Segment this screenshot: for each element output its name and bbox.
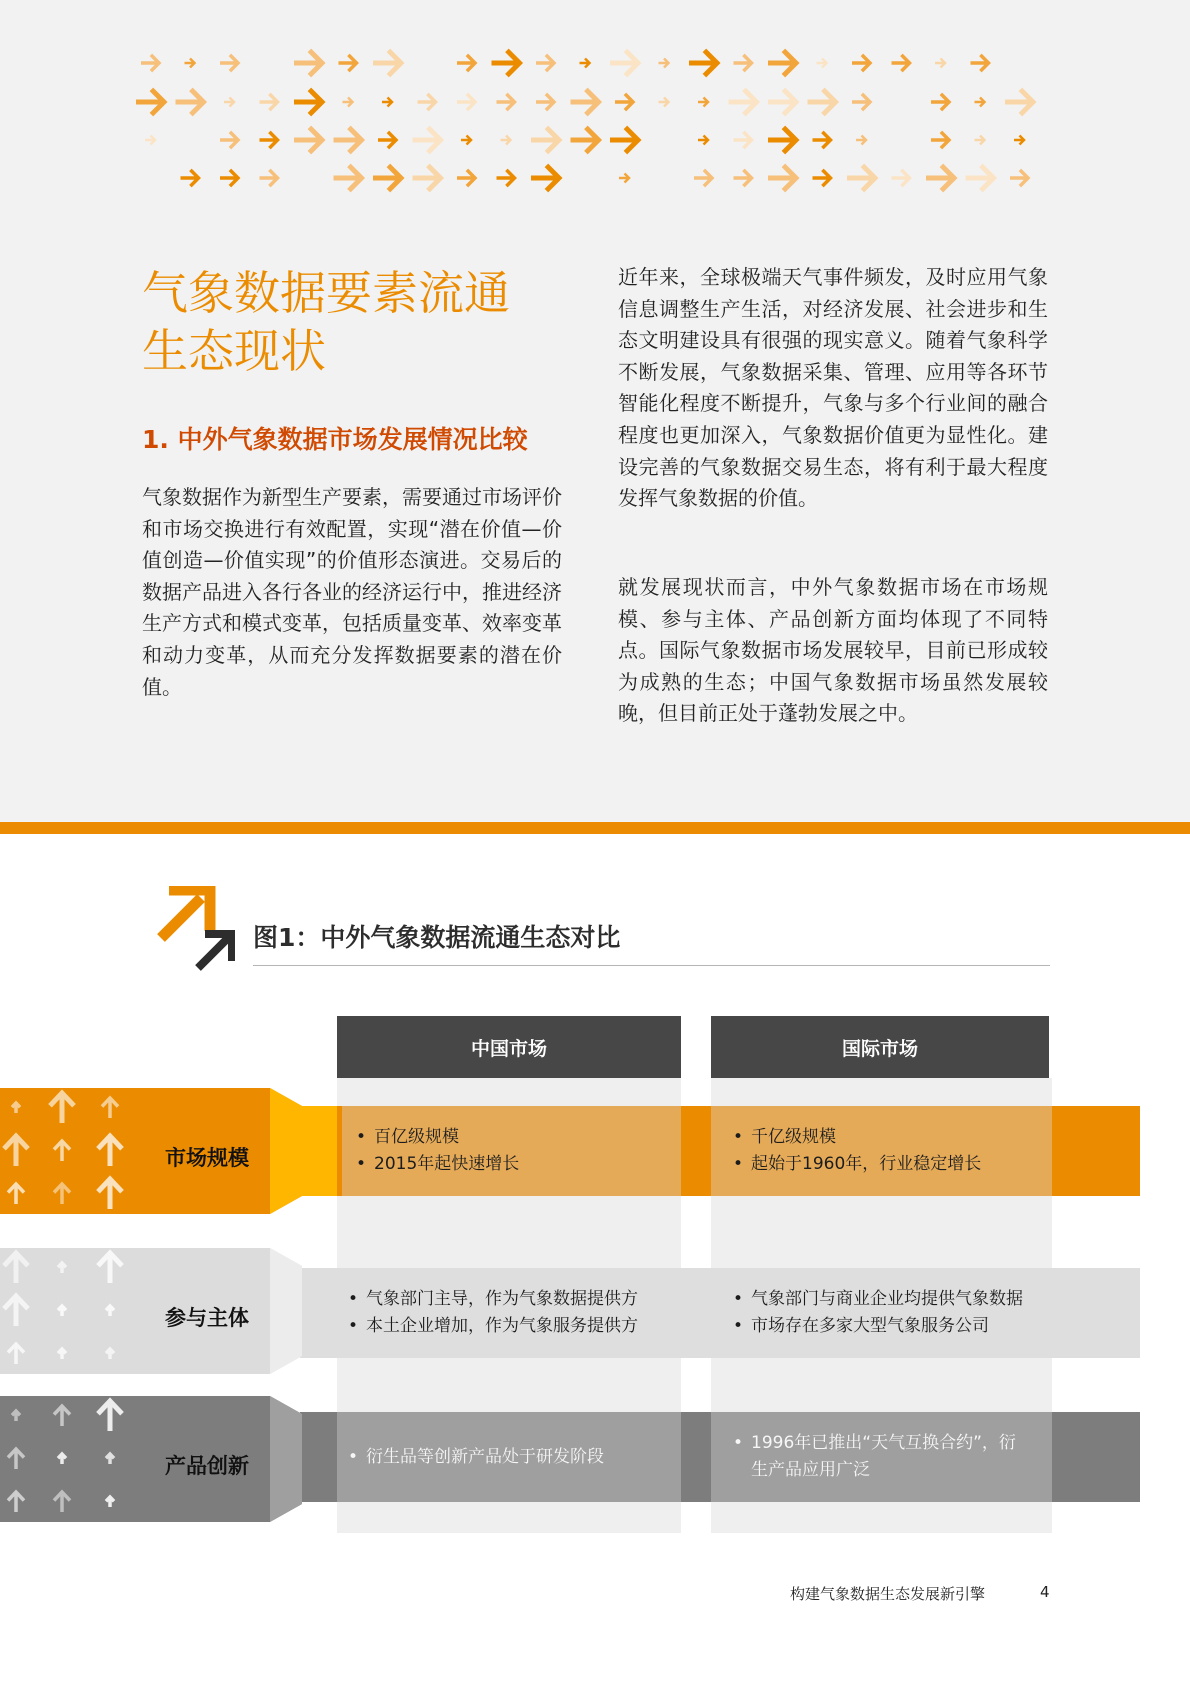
up-arrow-icon [12,1411,20,1421]
arrow-icon [373,50,401,75]
arrow-icon [734,170,752,186]
arrow-icon [734,55,752,71]
up-arrow-icon [12,1103,20,1113]
row-label-market-scale: 市场规模 [165,1146,249,1170]
arrow-icon [971,55,989,71]
up-arrow-icon [58,1454,66,1464]
page-title [142,264,602,380]
up-arrow-icon [4,1253,28,1283]
arrow-icon [181,170,199,186]
column-header-china: 中国市场 [337,1016,681,1078]
row-label-participants: 参与主体 [165,1306,249,1330]
up-arrow-icon [102,1098,118,1118]
arrow-icon [610,50,638,75]
arrow-pattern-graphic [0,0,1190,220]
arrow-icon [334,127,362,152]
footer-title: 构建气象数据生态发展新引擎 [790,1585,986,1603]
list-item: • 本土企业增加，作为气象服务提供方 [344,1313,681,1340]
cell-product-intl [711,1412,1031,1502]
arrow-icon [571,89,599,114]
up-arrow-icon [4,1136,28,1166]
arrow-icon [768,165,796,190]
cell-participants-china [342,1268,681,1358]
arrow-icon [931,94,949,110]
up-arrow-icon [8,1344,24,1364]
arrow-icon [852,55,870,71]
arrow-icon [808,89,836,114]
up-arrow-icon [58,1263,66,1273]
arrow-icon [145,136,155,145]
up-arrow-pattern [0,1088,140,1522]
page-number: 4 [1040,1583,1050,1601]
arrow-icon [1014,136,1024,145]
row-label-product-innovation: 产品创新 [165,1454,249,1478]
arrow-icon [220,55,238,71]
arrow-icon [892,170,910,186]
arrow-icon [694,170,712,186]
arrow-icon [734,132,752,148]
list-item: • 1996年已推出“天气互换合约”，衍生产品应用广泛 [729,1430,1031,1484]
arrow-icon [698,98,708,107]
arrow-icon [659,59,669,68]
arrow-icon [729,89,757,114]
up-arrow-icon [54,1406,70,1426]
arrow-icon [334,165,362,190]
row-band-accent [300,1106,337,1196]
arrow-icon [856,136,866,145]
up-arrow-icon [98,1253,122,1283]
arrow-icon [926,165,954,190]
page-title-line-1: 气象数据要素流通 [142,266,510,320]
list-item: • 气象部门与商业企业均提供气象数据 [729,1286,1052,1313]
arrow-icon [260,94,278,110]
up-arrow-icon [98,1179,122,1209]
list-item: • 起始于1960年，行业稳定增长 [729,1151,1052,1178]
arrow-icon [339,55,357,71]
list-item: • 衍生品等创新产品处于研发阶段 [344,1444,681,1471]
arrow-icon [975,136,985,145]
arrow-icon [580,59,590,68]
up-arrow-icon [8,1449,24,1469]
list-item: • 百亿级规模 [352,1124,681,1151]
column-header-intl: 国际市场 [711,1016,1049,1078]
arrow-icon [492,50,520,75]
arrow-icon [768,50,796,75]
cell-participants-intl [711,1268,1052,1358]
cell-market-scale-intl [711,1106,1052,1196]
arrow-icon [975,98,985,107]
list-item: • 2015年起快速增长 [352,1151,681,1178]
up-arrow-icon [54,1492,70,1512]
arrow-icon [619,174,629,183]
arrow-icon [531,127,559,152]
right-paragraph-1: 近年来，全球极端天气事件频发，及时应用气象信息调整生产生活，对经济发展、社会进步和生态文明建设具有很强的现实意义。随着气象科学不断发展，气象数据采集、管理、应用等各环节智能化程度不断提升，气象与多个行业间的融合程度也更加深入，气象数据价值更为显性化。建设完善的气象数据交易生态，将有利于最大程度发挥气象数据的价值。 [618,265,1048,511]
arrow-icon [136,89,164,114]
figure-title-rule [253,965,1050,966]
up-arrow-icon [4,1296,28,1326]
arrow-icon [852,94,870,110]
arrow-icon [185,59,195,68]
arrow-icon [847,165,875,190]
arrow-icon [1005,89,1033,114]
list-item: • 市场存在多家大型气象服务公司 [729,1313,1052,1340]
arrow-icon [659,98,669,107]
arrow-icon [813,132,831,148]
arrow-icon [294,127,322,152]
arrow-icon [294,89,322,114]
arrow-icon [224,98,234,107]
arrow-icon [294,50,322,75]
arrow-icon [813,170,831,186]
arrow-icon [1010,170,1028,186]
up-arrow-icon [58,1306,66,1316]
up-arrow-icon [106,1306,114,1316]
up-arrow-icon [8,1492,24,1512]
arrow-icon [260,170,278,186]
arrow-icon [768,89,796,114]
up-arrow-icon [106,1349,114,1359]
cell-market-scale-china [342,1106,681,1196]
arrow-icon [413,127,441,152]
arrow-icon [892,55,910,71]
arrow-icon [689,50,717,75]
arrow-icon [531,165,559,190]
figure-arrows-icon [155,886,235,972]
arrow-icon [141,55,159,71]
arrow-icon [615,94,633,110]
up-arrow-icon [106,1454,114,1464]
arrow-icon [260,132,278,148]
section-heading: 1. 中外气象数据市场发展情况比较 [142,425,528,454]
arrow-icon [931,132,949,148]
arrow-icon [413,165,441,190]
arrow-icon [935,59,945,68]
up-arrow-icon [98,1401,122,1431]
arrow-icon [536,94,554,110]
arrow-icon [698,136,708,145]
up-arrow-icon [50,1093,74,1123]
arrow-icon [378,132,396,148]
arrow-icon [373,165,401,190]
arrow-icon [497,170,515,186]
arrow-icon [418,94,436,110]
arrow-icon [343,98,353,107]
arrow-icon [610,127,638,152]
up-arrow-icon [106,1497,114,1507]
arrow-icon [571,127,599,152]
arrow-icon [457,170,475,186]
arrow-icon [497,94,515,110]
arrow-icon [817,59,827,68]
arrow-icon [176,89,204,114]
arrow-icon [457,94,475,110]
arrow-icon [382,98,392,107]
figure-title: 图1：中外气象数据流通生态对比 [253,923,621,952]
arrow-icon [220,170,238,186]
arrow-icon [768,127,796,152]
arrow-icon [536,55,554,71]
arrow-icon [220,132,238,148]
up-arrow-icon [58,1349,66,1359]
section-divider-band [0,822,1190,834]
up-arrow-icon [98,1136,122,1166]
arrow-icon [461,136,471,145]
left-paragraph: 气象数据作为新型生产要素，需要通过市场评价和市场交换进行有效配置，实现“潜在价值—价值创造—价值实现”的价值形态演进。交易后的数据产品进入各行各业的经济运行中，推进经济生产方式和模式变革，包括质量变革、效率变革和动力变革，从而充分发挥数据要素的潜在价值。 [142,485,562,699]
up-arrow-icon [54,1184,70,1204]
up-arrow-icon [54,1141,70,1161]
cell-product-china [342,1412,681,1502]
page-title-line-2: 生态现状 [142,324,326,378]
up-arrow-icon [8,1184,24,1204]
arrow-icon [966,165,994,190]
right-paragraph-2: 就发展现状而言，中外气象数据市场在市场规模、参与主体、产品创新方面均体现了不同特点。国际气象数据市场发展较早，目前已形成较为成熟的生态；中国气象数据市场虽然发展较晚，但目前正处于蓬勃发展之中。 [618,575,1048,726]
list-item: • 气象部门主导，作为气象数据提供方 [344,1286,681,1313]
arrow-icon [501,136,511,145]
arrow-icon [457,55,475,71]
list-item: • 千亿级规模 [729,1124,1052,1151]
